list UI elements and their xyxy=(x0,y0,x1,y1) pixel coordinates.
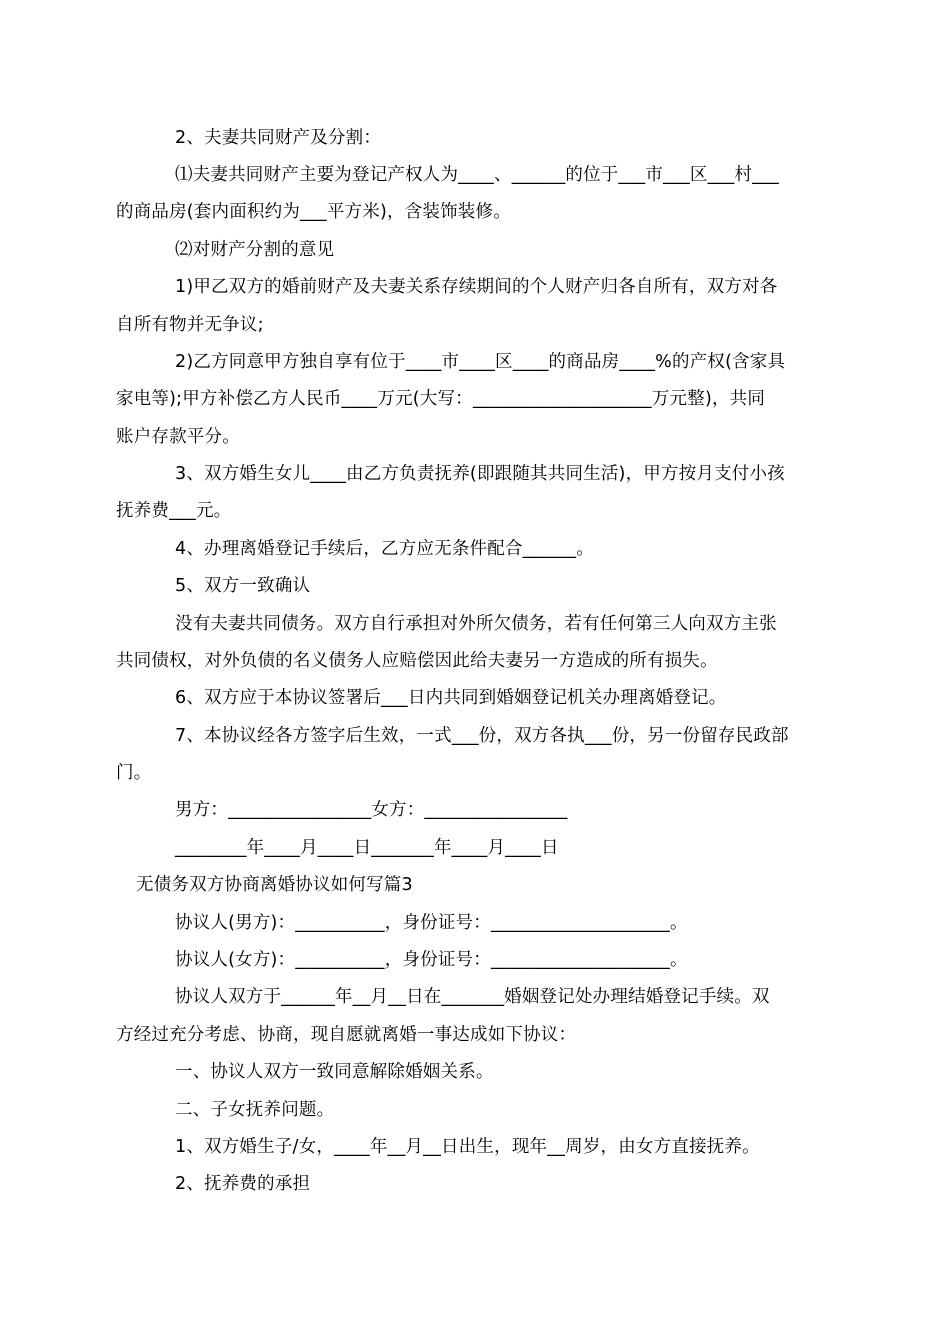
text-line: ⑵对财产分割的意见 xyxy=(175,240,335,260)
text-line: 没有夫妻共同债务。双方自行承担对外所欠债务，若有任何第三人向双方主张 xyxy=(175,614,777,634)
text-line: 6、双方应于本协议签署后___日内共同到婚姻登记机关办理离婚登记。 xyxy=(175,688,727,708)
text-line: 5、双方一致确认 xyxy=(175,576,311,596)
text-line: 协议人(女方)：__________，身份证号：____________________。 xyxy=(175,950,688,970)
text-line: 门。 xyxy=(116,763,152,783)
text-line: 协议人双方于______年__月__日在_______婚姻登记处办理结婚登记手续。双 xyxy=(175,987,770,1007)
text-line: 3、双方婚生女儿____由乙方负责抚养(即跟随其共同生活)，甲方按月支付小孩 xyxy=(175,464,785,484)
text-line: 2)乙方同意甲方独自享有位于____市____区____的商品房____%的产权(含家具 xyxy=(175,352,786,372)
text-line: 一、协议人双方一致同意解除婚姻关系。 xyxy=(175,1062,494,1082)
text-line: 账户存款平分。 xyxy=(116,427,240,447)
date-line: ________年____月____日_______年____月____日 xyxy=(175,838,559,858)
text-line: 二、子女抚养问题。 xyxy=(175,1100,335,1120)
text-line: 共同债权，对外负债的名义债务人应赔偿因此给夫妻另一方造成的所有损失。 xyxy=(116,651,718,671)
text-line: ⑴夫妻共同财产主要为登记产权人为____、______的位于___市___区___村___ xyxy=(175,165,779,185)
text-line: 4、办理离婚登记手续后，乙方应无条件配合______。 xyxy=(175,539,595,559)
section-heading: 无债务双方协商离婚协议如何写篇3 xyxy=(136,875,413,895)
text-line: 抚养费___元。 xyxy=(116,501,232,521)
text-line: 的商品房(套内面积约为___平方米)，含装饰装修。 xyxy=(116,202,511,222)
text-line: 2、夫妻共同财产及分割： xyxy=(175,128,382,148)
signature-line: 男方：________________女方：________________ xyxy=(175,800,568,820)
text-line: 家电等);甲方补偿乙方人民币____万元(大写：____________________万元整)，共同 xyxy=(116,389,766,409)
text-line: 协议人(男方)：__________，身份证号：____________________。 xyxy=(175,913,688,933)
text-line: 方经过充分考虑、协商，现自愿就离婚一事达成如下协议： xyxy=(116,1025,577,1045)
text-line: 2、抚养费的承担 xyxy=(175,1174,311,1194)
text-line: 1)甲乙双方的婚前财产及夫妻关系存续期间的个人财产归各自所有，双方对各 xyxy=(175,277,778,297)
text-line: 1、双方婚生子/女，____年__月__日出生，现年__周岁，由女方直接抚养。 xyxy=(175,1137,760,1157)
text-line: 7、本协议经各方签字后生效，一式___份，双方各执___份，另一份留存民政部 xyxy=(175,726,789,746)
text-line: 自所有物并无争议; xyxy=(116,315,264,335)
